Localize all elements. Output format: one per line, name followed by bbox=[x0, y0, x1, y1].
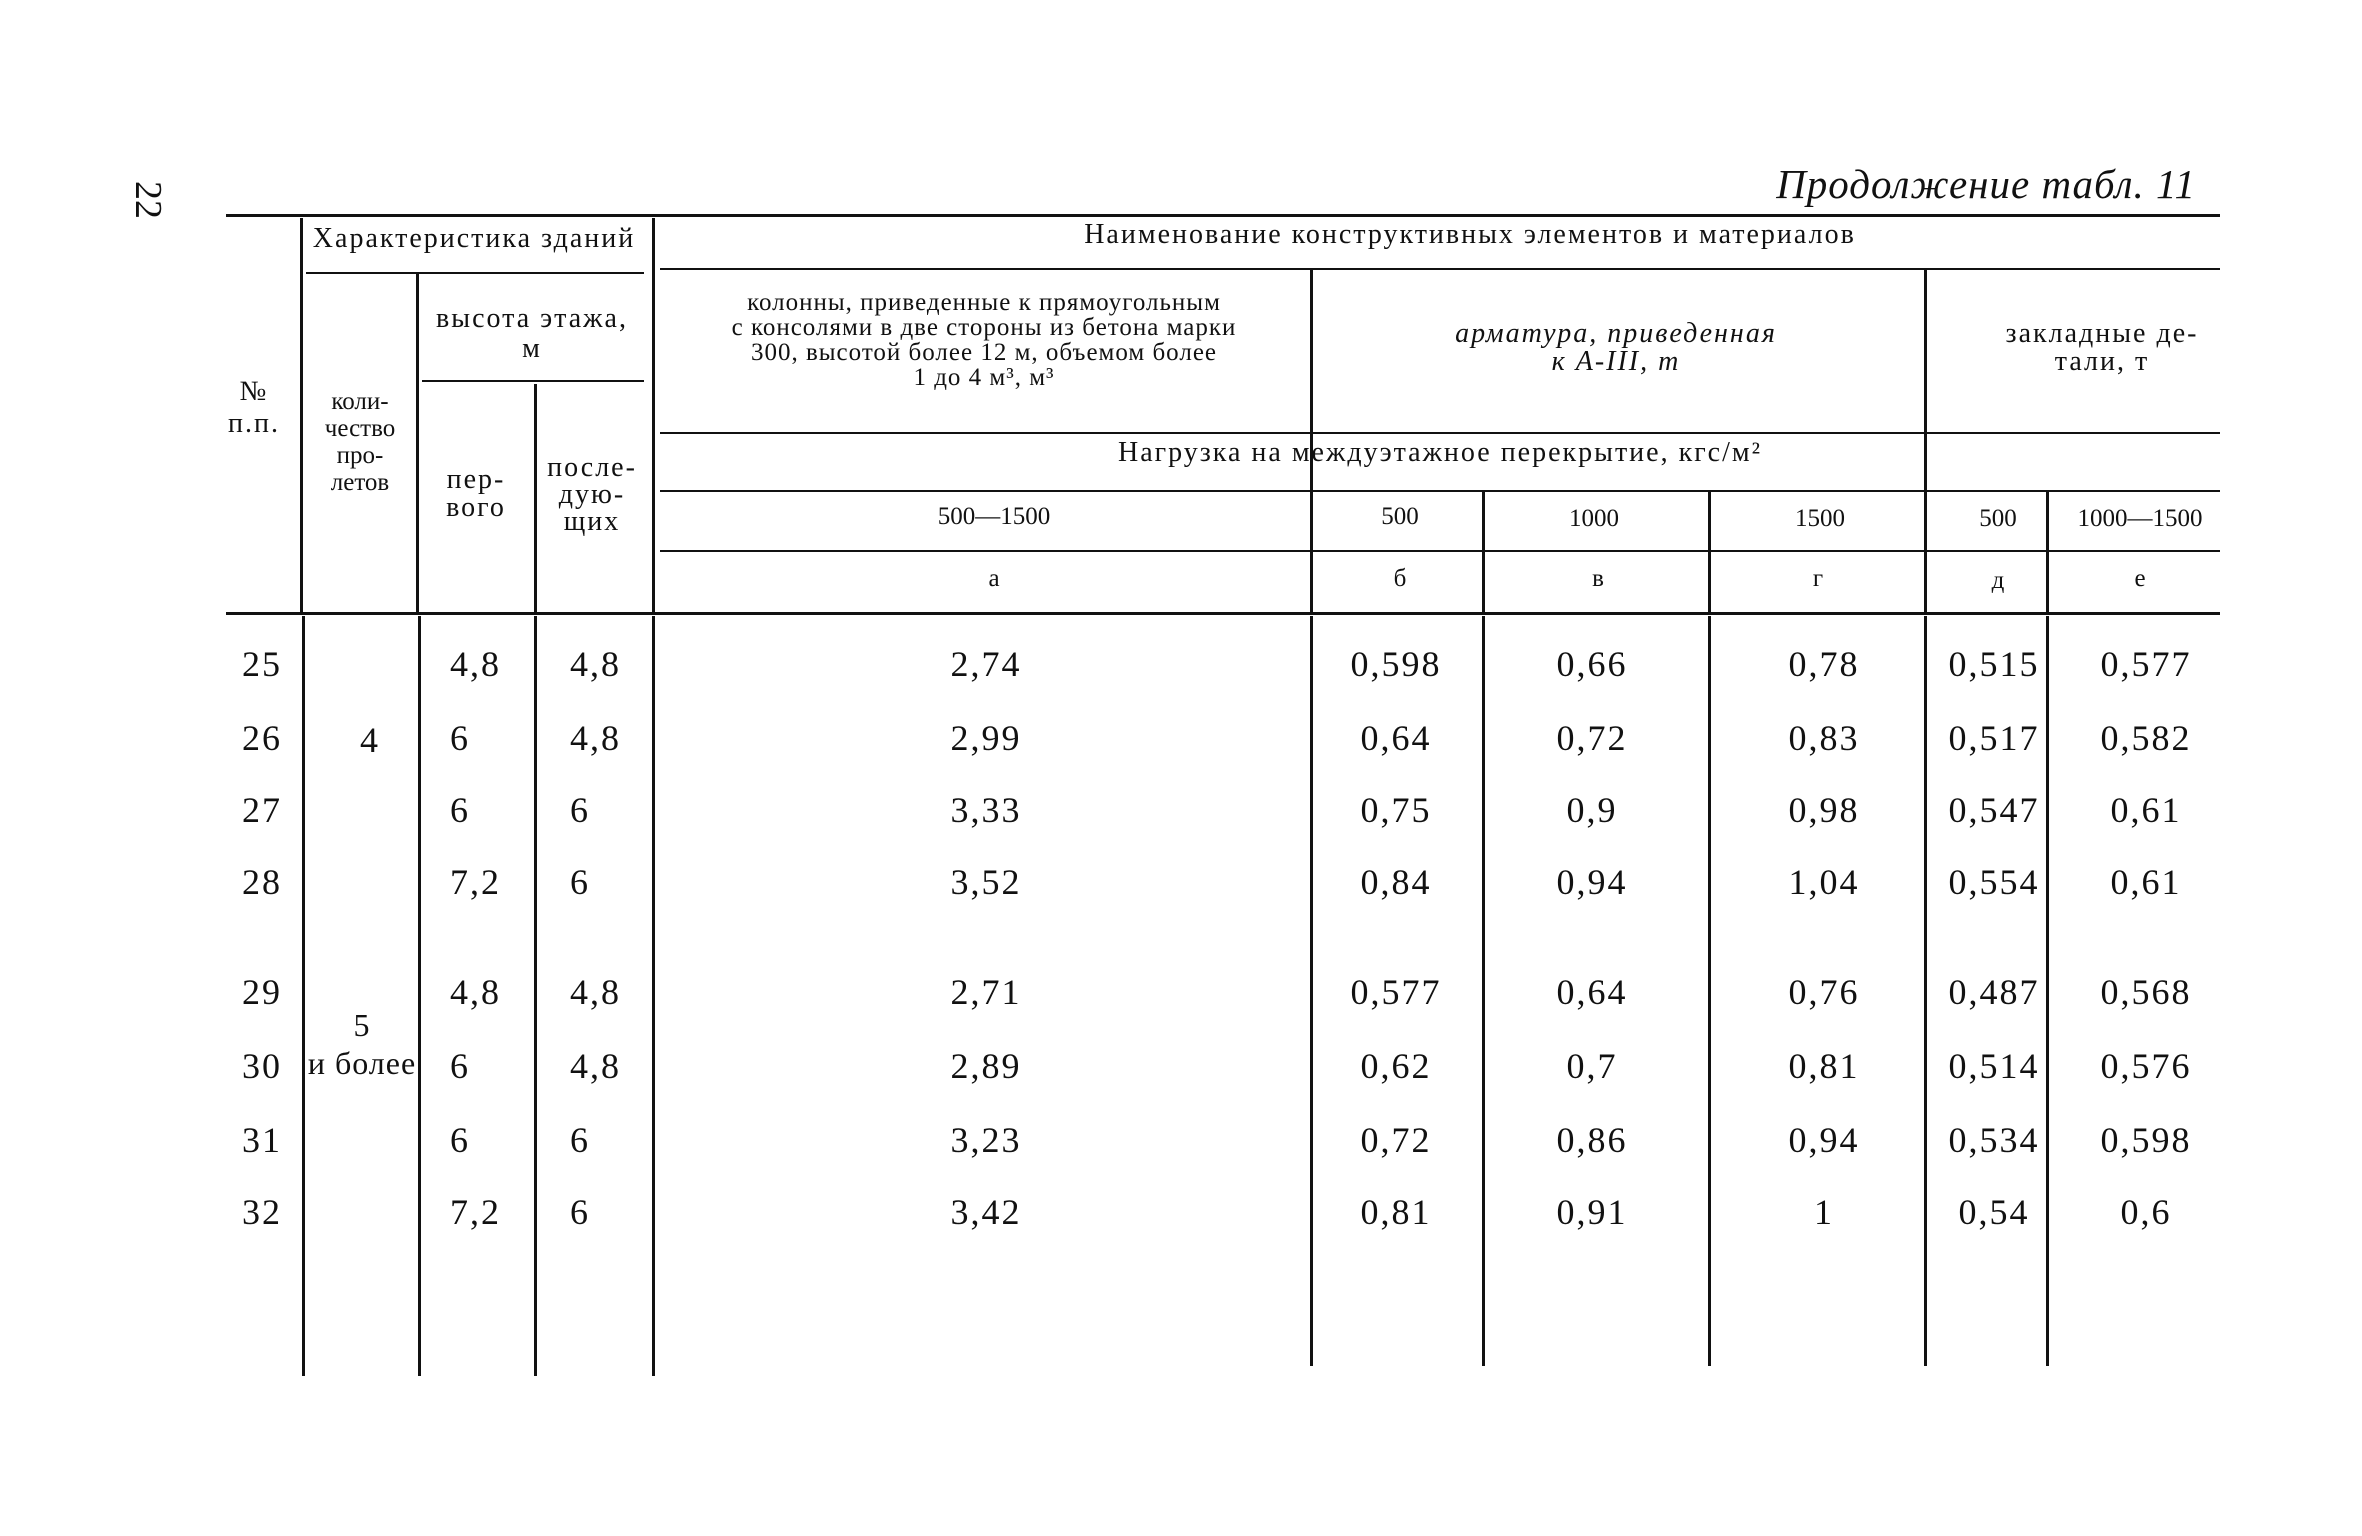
cell-rebar-1500: 0,78 bbox=[1788, 644, 1860, 684]
cell-rebar-500: 0,577 bbox=[1350, 972, 1442, 1012]
header-rebar-text: арматура, приведенная к А-III, т bbox=[1455, 318, 1777, 377]
cell-columns-volume: 2,99 bbox=[950, 718, 1022, 758]
letter-b-text: б bbox=[1393, 565, 1407, 592]
cell-subsequent-floor-height: 6 bbox=[570, 1192, 590, 1232]
vline-b4 bbox=[652, 616, 655, 1376]
vline-b5 bbox=[1310, 616, 1313, 1366]
cell-embedded-1000-1500: 0,598 bbox=[2100, 1120, 2192, 1160]
vline-h6 bbox=[1482, 490, 1485, 612]
letter-e bbox=[2134, 565, 2151, 592]
table-continuation-title: Продолжение табл. 11 bbox=[1776, 161, 2196, 207]
vline-h9 bbox=[2046, 490, 2049, 612]
header-floor-height bbox=[436, 303, 724, 364]
cell-rebar-1500: 1 bbox=[1814, 1192, 1834, 1232]
cell-embedded-500: 0,554 bbox=[1948, 862, 2040, 902]
letter-v bbox=[1592, 565, 1610, 592]
cell-row-number: 32 bbox=[242, 1192, 282, 1232]
cell-columns-volume: 2,71 bbox=[950, 972, 1022, 1012]
cell-row-number: 27 bbox=[242, 790, 282, 830]
cell-rebar-500: 0,81 bbox=[1360, 1192, 1432, 1232]
vline-b3 bbox=[534, 616, 537, 1376]
cell-subsequent-floor-height: 4,8 bbox=[570, 644, 621, 684]
cell-embedded-1000-1500: 0,568 bbox=[2100, 972, 2192, 1012]
cell-rebar-1500: 0,98 bbox=[1788, 790, 1860, 830]
letter-g bbox=[1812, 565, 1828, 592]
cell-subsequent-floor-height: 6 bbox=[570, 790, 590, 830]
cell-embedded-1000-1500: 0,582 bbox=[2100, 718, 2192, 758]
header-span-count bbox=[324, 388, 430, 496]
cell-subsequent-floor-height: 4,8 bbox=[570, 972, 621, 1012]
cell-embedded-500: 0,547 bbox=[1948, 790, 2040, 830]
header-load bbox=[1117, 437, 2084, 468]
group-spans-5-more: 5 и более bbox=[307, 1007, 417, 1081]
header-rebar bbox=[1455, 318, 1938, 377]
load-d bbox=[1979, 505, 2036, 532]
letter-a-text: а bbox=[988, 565, 1000, 592]
cell-columns-volume: 2,89 bbox=[950, 1046, 1022, 1086]
load-a bbox=[937, 503, 1107, 530]
header-building-characteristics bbox=[312, 223, 796, 254]
load-d-text: 500 bbox=[1979, 505, 2017, 532]
vline-h7 bbox=[1708, 490, 1711, 612]
cell-row-number: 26 bbox=[242, 718, 282, 758]
letter-d-text: д bbox=[1991, 567, 2005, 594]
cell-row-number: 29 bbox=[242, 972, 282, 1012]
cell-embedded-1000-1500: 0,576 bbox=[2100, 1046, 2192, 1086]
letter-v-text: в bbox=[1592, 565, 1604, 592]
cell-embedded-500: 0,534 bbox=[1948, 1120, 2040, 1160]
cell-rebar-1000: 0,94 bbox=[1556, 862, 1628, 902]
load-g bbox=[1795, 505, 1870, 532]
header-row-number bbox=[228, 376, 306, 440]
load-a-text: 500—1500 bbox=[937, 503, 1051, 530]
cell-rebar-1000: 0,66 bbox=[1556, 644, 1628, 684]
cell-rebar-1500: 1,04 bbox=[1788, 862, 1860, 902]
header-embedded-text: закладные де- тали, т bbox=[2005, 318, 2199, 377]
header-columns-text: колонны, приведенные к прямоугольным с консолями в две стороны из бетона марки 300, высотой более 12 м, объемом более 1 до 4 м³, м³ bbox=[731, 289, 1237, 391]
cell-first-floor-height: 6 bbox=[450, 1046, 470, 1086]
header-embedded bbox=[2005, 318, 2295, 377]
cell-subsequent-floor-height: 4,8 bbox=[570, 1046, 621, 1086]
rule-above-load bbox=[660, 432, 2220, 434]
cell-first-floor-height: 6 bbox=[450, 718, 470, 758]
header-first-floor bbox=[446, 464, 536, 523]
cell-embedded-500: 0,487 bbox=[1948, 972, 2040, 1012]
cell-rebar-1000: 0,7 bbox=[1566, 1046, 1618, 1086]
letter-d bbox=[1991, 567, 2011, 594]
cell-rebar-1000: 0,91 bbox=[1556, 1192, 1628, 1232]
rule-under-char bbox=[306, 272, 644, 274]
cell-subsequent-floor-height: 6 bbox=[570, 862, 590, 902]
rule-under-elements bbox=[660, 268, 2220, 270]
cell-rebar-500: 0,72 bbox=[1360, 1120, 1432, 1160]
load-e-text: 1000—1500 bbox=[2077, 505, 2203, 532]
cell-rebar-1500: 0,83 bbox=[1788, 718, 1860, 758]
cell-row-number: 30 bbox=[242, 1046, 282, 1086]
header-subsequent-floors-text: после- дую- щих bbox=[547, 452, 637, 537]
header-load-text: Нагрузка на междуэтажное перекрытие, кгс/м² bbox=[1117, 437, 1763, 468]
cell-columns-volume: 3,52 bbox=[950, 862, 1022, 902]
cell-subsequent-floor-height: 6 bbox=[570, 1120, 590, 1160]
cell-first-floor-height: 4,8 bbox=[450, 644, 501, 684]
cell-embedded-500: 0,54 bbox=[1958, 1192, 2030, 1232]
cell-row-number: 31 bbox=[242, 1120, 282, 1160]
cell-rebar-1000: 0,72 bbox=[1556, 718, 1628, 758]
cell-columns-volume: 3,33 bbox=[950, 790, 1022, 830]
cell-columns-volume: 3,23 bbox=[950, 1120, 1022, 1160]
header-bottom-rule bbox=[226, 612, 2220, 615]
cell-embedded-1000-1500: 0,577 bbox=[2100, 644, 2192, 684]
header-subsequent-floors bbox=[547, 452, 682, 537]
header-elements bbox=[1084, 219, 2242, 250]
header-span-count-text: коли- чество про- летов bbox=[324, 388, 396, 496]
load-g-text: 1500 bbox=[1795, 505, 1845, 532]
cell-first-floor-height: 6 bbox=[450, 790, 470, 830]
letter-e-text: е bbox=[2134, 565, 2146, 592]
page-number: 22 bbox=[127, 181, 169, 219]
cell-rebar-1500: 0,94 bbox=[1788, 1120, 1860, 1160]
vline-h4 bbox=[652, 218, 655, 612]
header-elements-text: Наименование конструктивных элементов и материалов bbox=[1084, 219, 1856, 250]
header-building-characteristics-text: Характеристика зданий bbox=[312, 223, 636, 254]
load-b-text: 500 bbox=[1381, 503, 1419, 530]
cell-row-number: 28 bbox=[242, 862, 282, 902]
cell-rebar-1000: 0,9 bbox=[1566, 790, 1618, 830]
vline-b6 bbox=[1482, 616, 1485, 1366]
letter-b bbox=[1393, 565, 1413, 592]
cell-embedded-500: 0,517 bbox=[1948, 718, 2040, 758]
rule-under-load bbox=[660, 490, 2220, 492]
table-top-rule bbox=[226, 214, 2220, 217]
load-v-text: 1000 bbox=[1569, 505, 1619, 532]
cell-embedded-1000-1500: 0,61 bbox=[2110, 862, 2182, 902]
cell-rebar-500: 0,64 bbox=[1360, 718, 1432, 758]
cell-columns-volume: 3,42 bbox=[950, 1192, 1022, 1232]
cell-first-floor-height: 7,2 bbox=[450, 862, 501, 902]
vline-b9 bbox=[2046, 616, 2049, 1366]
cell-rebar-1000: 0,86 bbox=[1556, 1120, 1628, 1160]
cell-rebar-500: 0,62 bbox=[1360, 1046, 1432, 1086]
vline-b7 bbox=[1708, 616, 1711, 1366]
load-b bbox=[1381, 503, 1438, 530]
header-row-number-text: № п.п. bbox=[228, 376, 280, 439]
cell-rebar-500: 0,84 bbox=[1360, 862, 1432, 902]
header-columns bbox=[731, 289, 1489, 391]
letter-g-text: г bbox=[1812, 565, 1824, 592]
cell-columns-volume: 2,74 bbox=[950, 644, 1022, 684]
group-spans-4: 4 bbox=[360, 720, 380, 760]
header-floor-height-text: высота этажа, м bbox=[436, 303, 628, 364]
cell-rebar-1500: 0,76 bbox=[1788, 972, 1860, 1012]
cell-subsequent-floor-height: 4,8 bbox=[570, 718, 621, 758]
cell-rebar-500: 0,75 bbox=[1360, 790, 1432, 830]
load-v bbox=[1569, 505, 1644, 532]
rule-under-height bbox=[422, 380, 644, 382]
cell-first-floor-height: 4,8 bbox=[450, 972, 501, 1012]
cell-row-number: 25 bbox=[242, 644, 282, 684]
cell-embedded-1000-1500: 0,61 bbox=[2110, 790, 2182, 830]
vline-b8 bbox=[1924, 616, 1927, 1366]
letter-a bbox=[988, 565, 1005, 592]
header-first-floor-text: пер- вого bbox=[446, 464, 506, 523]
cell-first-floor-height: 6 bbox=[450, 1120, 470, 1160]
load-e bbox=[2077, 505, 2265, 532]
cell-first-floor-height: 7,2 bbox=[450, 1192, 501, 1232]
vline-b2 bbox=[418, 616, 421, 1376]
cell-rebar-1000: 0,64 bbox=[1556, 972, 1628, 1012]
cell-embedded-500: 0,515 bbox=[1948, 644, 2040, 684]
cell-embedded-1000-1500: 0,6 bbox=[2120, 1192, 2172, 1232]
cell-rebar-1500: 0,81 bbox=[1788, 1046, 1860, 1086]
vline-b1 bbox=[302, 616, 305, 1376]
rule-under-loads bbox=[660, 550, 2220, 552]
cell-rebar-500: 0,598 bbox=[1350, 644, 1442, 684]
cell-embedded-500: 0,514 bbox=[1948, 1046, 2040, 1086]
